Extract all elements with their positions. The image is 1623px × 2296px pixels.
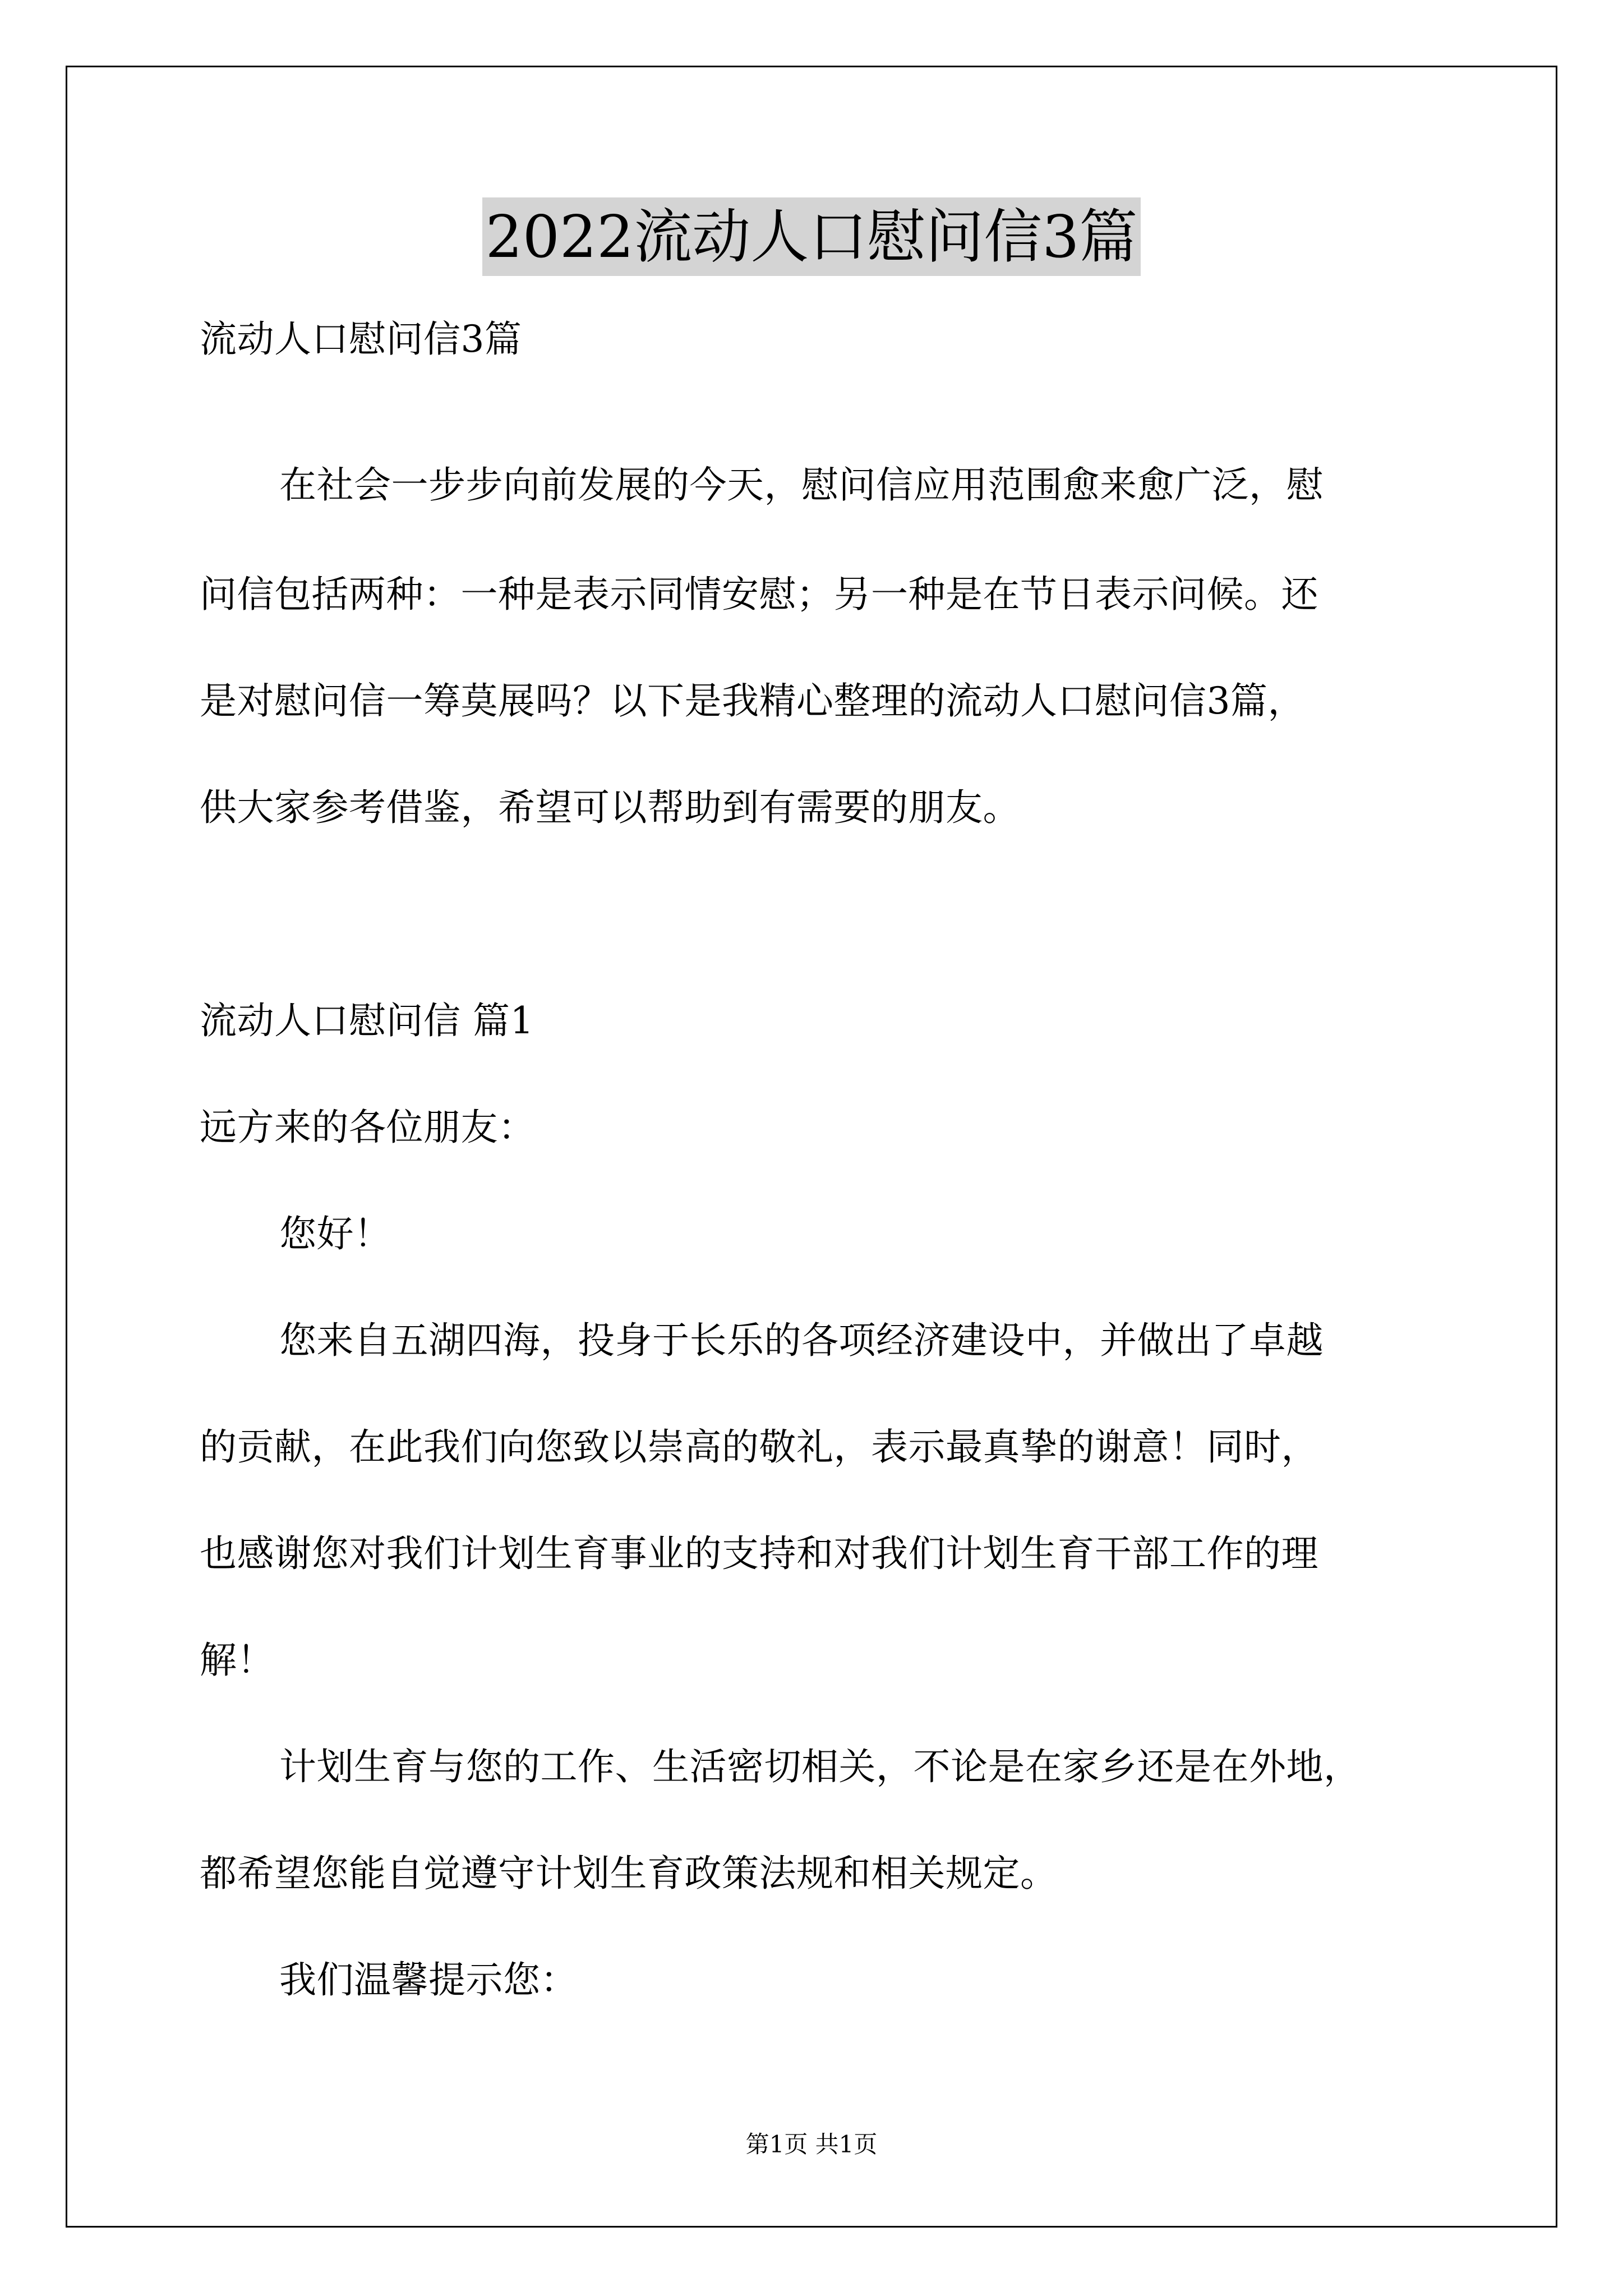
paragraph-line: 您来自五湖四海，投身于长乐的各项经济建设中，并做出了卓越: [279, 1319, 1324, 1362]
document-title: 2022流动人口慰问信3篇: [482, 197, 1141, 276]
paragraph-line: 供大家参考借鉴，希望可以帮助到有需要的朋友。: [200, 786, 1020, 829]
salutation: 远方来的各位朋友：: [200, 1106, 536, 1149]
paragraph-line: 问信包括两种：一种是表示同情安慰；另一种是在节日表示问候。还: [200, 573, 1318, 616]
paragraph-line: 我们温馨提示您：: [279, 1958, 578, 2001]
paragraph-line: 解！: [200, 1639, 274, 1682]
paragraph-line: 计划生育与您的工作、生活密切相关，不论是在家乡还是在外地，: [279, 1745, 1361, 1788]
title-container: [0, 197, 1623, 276]
paragraph-line: 都希望您能自觉遵守计划生育政策法规和相关规定。: [200, 1852, 1058, 1895]
paragraph-line: 是对慰问信一筹莫展吗？以下是我精心整理的流动人口慰问信3篇，: [200, 679, 1305, 723]
subtitle-line: 流动人口慰问信3篇: [200, 318, 522, 361]
greeting: 您好！: [279, 1212, 391, 1255]
page-footer: 第1页 共1页: [745, 2131, 878, 2158]
section-heading: 流动人口慰问信 篇1: [200, 999, 534, 1042]
paragraph-line: 的贡献，在此我们向您致以崇高的敬礼，表示最真挚的谢意！同时，: [200, 1425, 1318, 1469]
paragraph-line: 也感谢您对我们计划生育事业的支持和对我们计划生育干部工作的理: [200, 1532, 1318, 1575]
paragraph-line: 在社会一步步向前发展的今天，慰问信应用范围愈来愈广泛，慰: [279, 463, 1324, 507]
